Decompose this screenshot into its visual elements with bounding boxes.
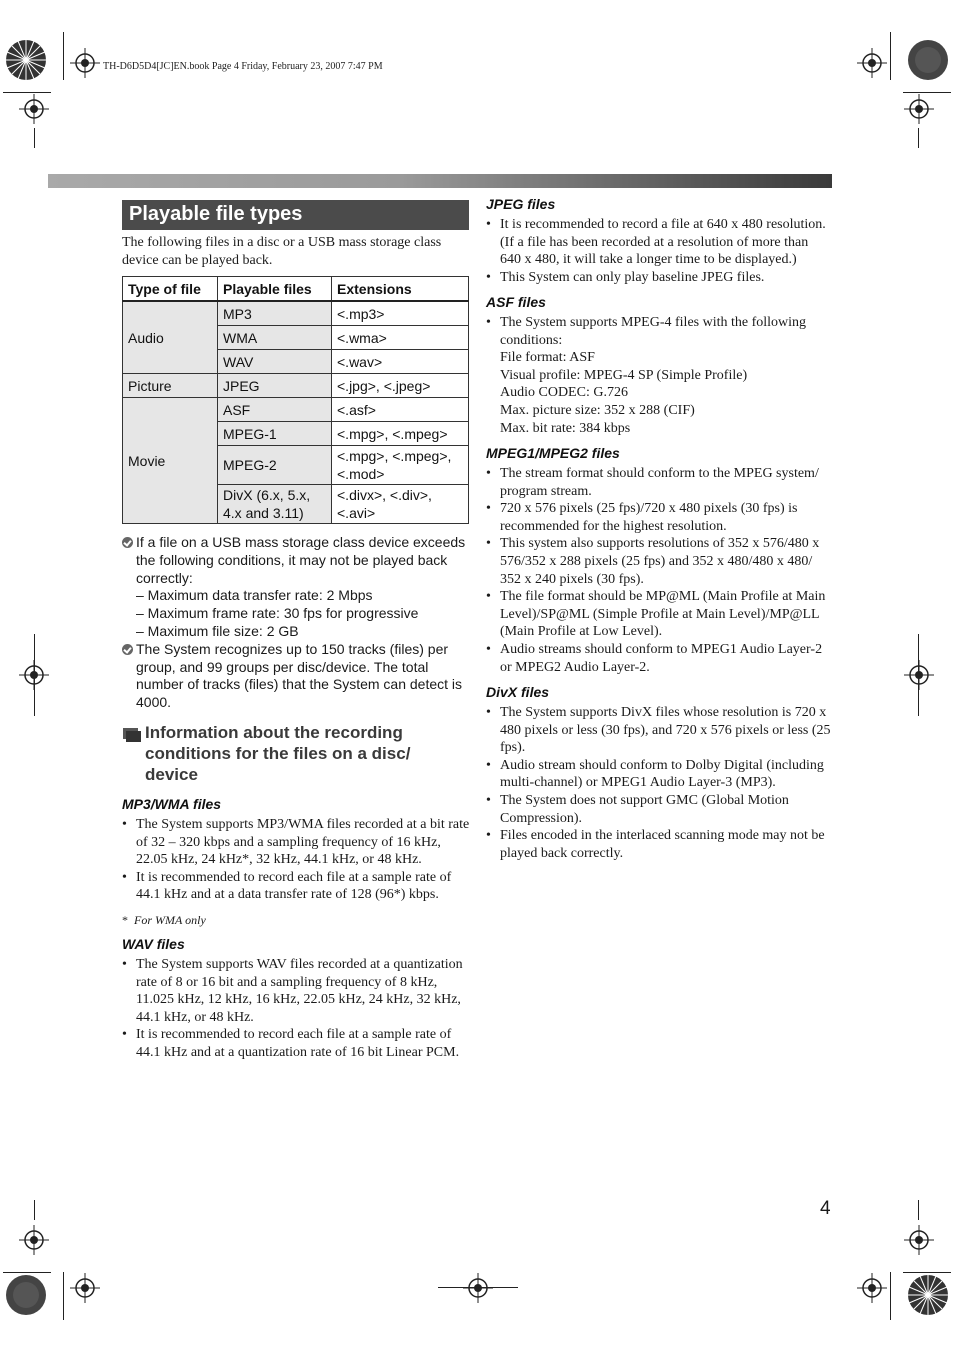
note-item <box>122 641 472 712</box>
file-cell: WAV <box>218 350 332 374</box>
crosshair-icon <box>463 1273 493 1303</box>
registration-star-icon <box>4 1273 48 1317</box>
section-heading: MPEG1/MPEG2 files <box>486 445 620 461</box>
bullet-item: • The System supports DivX files whose resolution is 720 x 480 pixels or less (30 fps), and 720 x 576 pixels or less (25 fps). <box>486 704 832 757</box>
ext-cell: <.wav> <box>332 350 469 374</box>
file-cell: MPEG-2 <box>218 446 332 485</box>
jpeg-section <box>486 196 832 286</box>
note-item <box>122 534 472 587</box>
ext-cell: <.mpg>, <.mpeg>, <.mod> <box>332 446 469 485</box>
note-sub-item: – Maximum frame rate: 30 fps for progressive <box>136 605 419 622</box>
ext-cell: <.divx>, <.div>, <.avi> <box>332 485 469 524</box>
crosshair-icon <box>904 94 934 124</box>
file-cell: WMA <box>218 326 332 350</box>
table-row <box>123 398 469 422</box>
note-check-icon <box>122 644 133 655</box>
ext-cell: <.mp3> <box>332 301 469 326</box>
bullet-item: • It is recommended to record a file at 640 x 480 resolution. (If a file has been recorded at a resolution of more than 640 x 480, it will take a longer time to be displayed.) <box>486 216 832 269</box>
bullet-item: • This System can only play baseline JPEG files. <box>486 269 832 287</box>
crosshair-icon <box>70 1273 100 1303</box>
file-cell: DivX (6.x, 5.x, 4.x and 3.11) <box>218 485 332 524</box>
playable-files-table <box>122 276 469 524</box>
crosshair-icon <box>904 660 934 690</box>
bullet-item: • Audio streams should conform to MPEG1 Audio Layer-2 or MPEG2 Audio Layer-2. <box>486 641 832 676</box>
column-header: Extensions <box>332 277 469 302</box>
mpeg-section <box>486 445 832 676</box>
asf-line: Max. picture size: 352 x 288 (CIF) <box>500 402 695 418</box>
bullet-item: • It is recommended to record each file at a sample rate of 44.1 kHz and at a quantization rate of 16 bit Linear PCM. <box>122 1026 472 1061</box>
asf-line: Audio CODEC: G.726 <box>500 385 628 401</box>
footnote-mark: * <box>122 912 128 927</box>
type-cell: Picture <box>123 374 218 398</box>
registration-star-icon <box>906 1273 950 1317</box>
ext-cell: <.wma> <box>332 326 469 350</box>
note-check-icon <box>122 537 133 548</box>
bullet-item: • The file format should be MP@ML (Main Profile at Main Level)/SP@ML (Simple Profile at Main Level)/MP@LL (Main Profile at Low Level). <box>486 588 832 641</box>
bullet-item: • The System supports MP3/WMA files recorded at a bit rate of 32 – 320 kbps and a sampling frequency of 16 kHz, 22.05 kHz, 24 kHz*, 32 kHz, 44.1 kHz, or 48 kHz. <box>122 816 472 869</box>
note-sub-list <box>122 587 472 640</box>
asf-line: File format: ASF <box>500 350 595 366</box>
ext-cell: <.mpg>, <.mpeg> <box>332 422 469 446</box>
ext-cell: <.asf> <box>332 398 469 422</box>
asf-line: Visual profile: MPEG-4 SP (Simple Profile) <box>500 367 748 383</box>
column-header: Type of file <box>123 277 218 302</box>
bullet-item: • The System supports WAV files recorded at a quantization rate of 8 or 16 bit and a sampling frequency of 8 kHz, 11.025 kHz, 12 kHz, 16 kHz, 22.05 kHz, 24 kHz, 32 kHz, 44.1 kHz, or 48 kHz. <box>122 956 472 1026</box>
section-heading: JPEG files <box>486 196 556 212</box>
bullet-item: • The System supports MPEG-4 files with the following conditions: <box>486 314 832 349</box>
asf-line: Max. bit rate: 384 kbps <box>500 420 631 436</box>
note-text: If a file on a USB mass storage class device exceeds the following conditions, it may not be played back correctly: <box>136 534 466 586</box>
bullet-item: • Audio stream should conform to Dolby Digital (including multi-channel) or MPEG1 Audio Layer-3 (MP3). <box>486 757 832 792</box>
type-cell: Movie <box>123 398 218 524</box>
bullet-item: • This system also supports resolutions of 352 x 576/480 x 576/352 x 288 pixels (25 fps) and 352 x 480/480 x 480/ 352 x 240 pixels (30 fps). <box>486 535 832 588</box>
section-heading: MP3/WMA files <box>122 796 222 812</box>
table-header-row <box>123 277 469 302</box>
page-title: Playable file types <box>122 200 469 230</box>
divx-section <box>486 684 832 862</box>
notes-block <box>122 534 472 712</box>
note-sub-item: – Maximum data transfer rate: 2 Mbps <box>136 587 373 604</box>
crosshair-icon <box>857 1273 887 1303</box>
column-header: Playable files <box>218 277 332 302</box>
section-heading: ASF files <box>486 294 546 310</box>
bullet-item: • It is recommended to record each file at a sample rate of 44.1 kHz and at a data transfer rate of 128 (96*) kbps. <box>122 869 472 904</box>
footnote <box>122 912 472 930</box>
bullet-item: • Files encoded in the interlaced scanning mode may not be played back correctly. <box>486 827 832 862</box>
file-cell: MP3 <box>218 301 332 326</box>
info-heading <box>122 722 467 785</box>
crosshair-icon <box>70 48 100 78</box>
section-heading: DivX files <box>486 684 550 700</box>
file-cell: ASF <box>218 398 332 422</box>
book-header-note: TH-D6D5D4[JC]EN.book Page 4 Friday, February 23, 2007 7:47 PM <box>103 61 383 72</box>
bullet-item: • The System does not support GMC (Global Motion Compression). <box>486 792 832 827</box>
table-row <box>123 374 469 398</box>
note-text: The System recognizes up to 150 tracks (files) per group, and 99 groups per disc/device. The total number of tracks (files) that the System can detect is 4000. <box>136 640 463 711</box>
page-number: 4 <box>820 1198 831 1219</box>
file-cell: MPEG-1 <box>218 422 332 446</box>
footnote-text: For WMA only <box>134 912 206 927</box>
file-cell: JPEG <box>218 374 332 398</box>
type-cell: Audio <box>123 301 218 374</box>
section-top-bar <box>48 174 832 188</box>
bullet-item: • 720 x 576 pixels (25 fps)/720 x 480 pixels (30 fps) is recommended for the highest resolution. <box>486 500 832 535</box>
heading-box-icon <box>123 728 138 739</box>
wav-section <box>122 936 472 1062</box>
crosshair-icon <box>19 94 49 124</box>
crosshair-icon <box>904 1225 934 1255</box>
crosshair-icon <box>857 48 887 78</box>
crosshair-icon <box>19 1225 49 1255</box>
registration-star-icon <box>4 38 48 82</box>
crosshair-icon <box>19 660 49 690</box>
intro-text: The following files in a disc or a USB mass storage class device can be played back. <box>122 235 442 268</box>
section-heading: WAV files <box>122 936 185 952</box>
ext-cell: <.jpg>, <.jpeg> <box>332 374 469 398</box>
note-sub-item: – Maximum file size: 2 GB <box>136 622 299 639</box>
info-heading-text: Information about the recording conditions for the files on a disc/ device <box>145 723 411 784</box>
mp3-wma-section <box>122 796 472 930</box>
bullet-item: • The stream format should conform to the MPEG system/ program stream. <box>486 465 832 500</box>
registration-star-icon <box>906 38 950 82</box>
asf-section <box>486 294 832 437</box>
table-row <box>123 301 469 326</box>
